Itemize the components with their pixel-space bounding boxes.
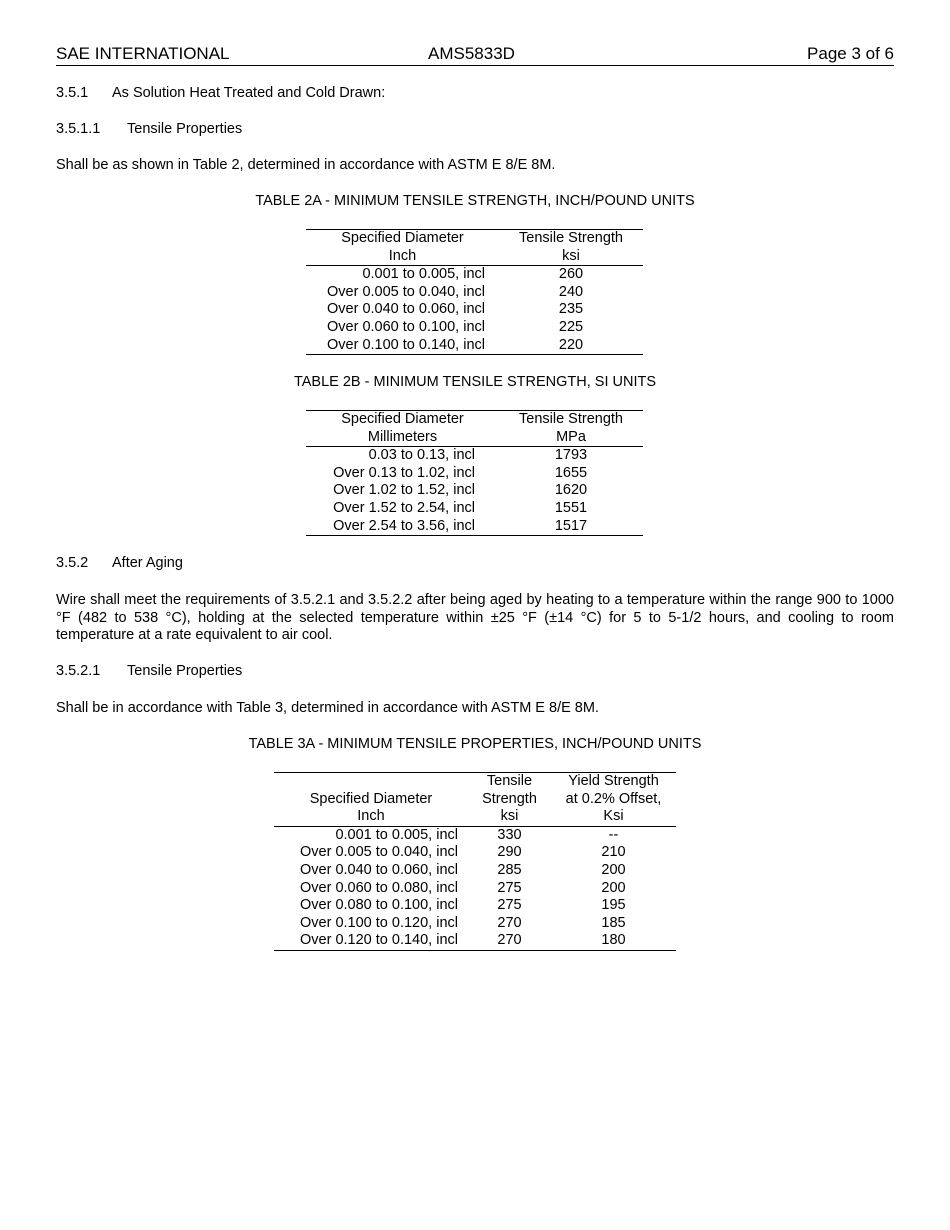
yield-cell: 200 — [601, 879, 626, 896]
diameter-cell: 0.03 to 0.13, incl — [368, 447, 475, 464]
section-3-5-2-text: Wire shall meet the requirements of 3.5.2.1 and 3.5.2.2 after being aged by heating to a temperature within the range 900 to 1000 °F (482 to 538 °C), holding at the selected temperature within ±25 °F (±14 °C) for 5 to 5-1/2 hours, and cooling to room temperature at a rate equivalent to air cool. — [56, 592, 894, 643]
table-2a-caption: TABLE 2A - MINIMUM TENSILE STRENGTH, INCH/POUND UNITS — [255, 193, 695, 209]
column-header: Specified Diameter — [309, 790, 433, 807]
tensile-cell: 290 — [497, 844, 522, 861]
tensile-cell: 270 — [497, 914, 522, 931]
section-3-5-1-heading — [56, 85, 385, 101]
column-header: Tensile Strength — [499, 230, 643, 248]
diameter-cell: Over 2.54 to 3.56, incl — [306, 518, 499, 536]
section-number: 3.5.2.1 — [56, 663, 101, 679]
table-row — [274, 826, 676, 844]
section-3-5-2-1-heading — [56, 663, 242, 679]
diameter-cell: Over 0.060 to 0.100, incl — [327, 318, 485, 335]
diameter-cell: Over 0.040 to 0.060, incl — [327, 301, 485, 318]
diameter-cell: Over 0.080 to 0.100, incl — [300, 897, 458, 914]
yield-cell: 195 — [601, 897, 626, 914]
table-row — [306, 319, 643, 337]
column-header-unit: ksi — [499, 248, 643, 266]
section-3-5-2-heading — [56, 555, 183, 571]
table-row — [306, 500, 643, 518]
diameter-cell: Over 0.005 to 0.040, incl — [327, 283, 485, 300]
section-3-5-1-1-heading — [56, 121, 242, 137]
tensile-cell: 275 — [497, 879, 522, 896]
table-row — [274, 897, 676, 915]
table-2b — [306, 410, 643, 536]
table-row — [306, 337, 643, 355]
page-header — [56, 43, 894, 66]
diameter-cell: 0.001 to 0.005, incl — [362, 266, 485, 283]
table-row — [274, 862, 676, 880]
table-3a — [274, 772, 676, 951]
diameter-cell: Over 0.100 to 0.120, incl — [300, 914, 458, 931]
table-row — [306, 465, 643, 483]
section-3-5-1-1-text: Shall be as shown in Table 2, determined in accordance with ASTM E 8/E 8M. — [56, 157, 556, 173]
page-number: Page 3 of 6 — [807, 44, 894, 63]
section-title: After Aging — [112, 555, 183, 571]
column-header: Specified Diameter — [306, 411, 499, 429]
diameter-cell: Over 1.52 to 2.54, incl — [333, 499, 475, 516]
diameter-cell: Over 0.040 to 0.060, incl — [300, 861, 458, 878]
column-header-unit: Inch — [274, 808, 468, 826]
strength-cell: 220 — [499, 337, 643, 355]
diameter-cell: Over 0.120 to 0.140, incl — [274, 932, 468, 950]
section-title: As Solution Heat Treated and Cold Drawn: — [112, 85, 386, 101]
yield-cell: 180 — [551, 932, 676, 950]
publisher-name: SAE INTERNATIONAL — [56, 44, 230, 63]
table-row — [306, 518, 643, 536]
diameter-cell: Over 0.060 to 0.080, incl — [300, 879, 458, 896]
diameter-cell: Over 0.100 to 0.140, incl — [306, 337, 499, 355]
strength-cell: 240 — [558, 283, 584, 300]
tensile-cell: 330 — [497, 826, 522, 843]
table-row — [274, 844, 676, 862]
column-header-unit: ksi — [468, 808, 551, 826]
yield-cell: 200 — [601, 861, 626, 878]
table-row — [274, 880, 676, 898]
strength-cell: 1517 — [499, 518, 643, 536]
table-row — [306, 266, 643, 284]
yield-cell: 185 — [601, 914, 626, 931]
document-number: AMS5833D — [428, 44, 515, 63]
strength-cell: 235 — [558, 301, 584, 318]
table-2b-caption: TABLE 2B - MINIMUM TENSILE STRENGTH, SI UNITS — [293, 374, 656, 390]
tensile-cell: 275 — [497, 897, 522, 914]
strength-cell: 260 — [558, 266, 584, 283]
table-2a — [306, 229, 643, 355]
table-3a-caption: TABLE 3A - MINIMUM TENSILE PROPERTIES, INCH/POUND UNITS — [248, 736, 702, 752]
strength-cell: 225 — [558, 318, 584, 335]
diameter-cell: Over 0.005 to 0.040, incl — [300, 844, 458, 861]
section-title: Tensile Properties — [127, 121, 243, 137]
yield-cell: -- — [608, 826, 619, 843]
section-number: 3.5.1 — [56, 85, 89, 101]
column-header-unit: Millimeters — [306, 429, 499, 447]
column-header: Tensile — [468, 773, 551, 791]
section-number: 3.5.2 — [56, 555, 89, 571]
strength-cell: 1620 — [554, 482, 588, 499]
diameter-cell: 0.001 to 0.005, incl — [335, 826, 458, 843]
table-row — [306, 482, 643, 500]
diameter-cell: Over 0.13 to 1.02, incl — [333, 464, 475, 481]
table-row — [306, 447, 643, 465]
section-title: Tensile Properties — [127, 663, 243, 679]
column-header: Specified Diameter — [306, 230, 499, 248]
strength-cell: 1551 — [554, 499, 588, 516]
table-row — [306, 301, 643, 319]
column-header: Strength — [482, 790, 537, 807]
section-3-5-2-1-text: Shall be in accordance with Table 3, determined in accordance with ASTM E 8/E 8M. — [56, 700, 599, 716]
column-header: Tensile Strength — [499, 411, 643, 429]
strength-cell: 1655 — [554, 464, 588, 481]
diameter-cell: Over 1.02 to 1.52, incl — [333, 482, 475, 499]
tensile-cell: 285 — [497, 861, 522, 878]
column-header — [274, 773, 468, 791]
yield-cell: 210 — [601, 844, 626, 861]
strength-cell: 1793 — [554, 447, 588, 464]
table-row — [274, 932, 676, 950]
column-header-unit: Inch — [306, 248, 499, 266]
table-row — [306, 284, 643, 302]
column-header-unit: MPa — [499, 429, 643, 447]
tensile-cell: 270 — [468, 932, 551, 950]
section-number: 3.5.1.1 — [56, 121, 101, 137]
column-header: at 0.2% Offset, — [565, 790, 662, 807]
column-header: Yield Strength — [551, 773, 676, 791]
column-header-unit: Ksi — [551, 808, 676, 826]
table-row — [274, 915, 676, 933]
